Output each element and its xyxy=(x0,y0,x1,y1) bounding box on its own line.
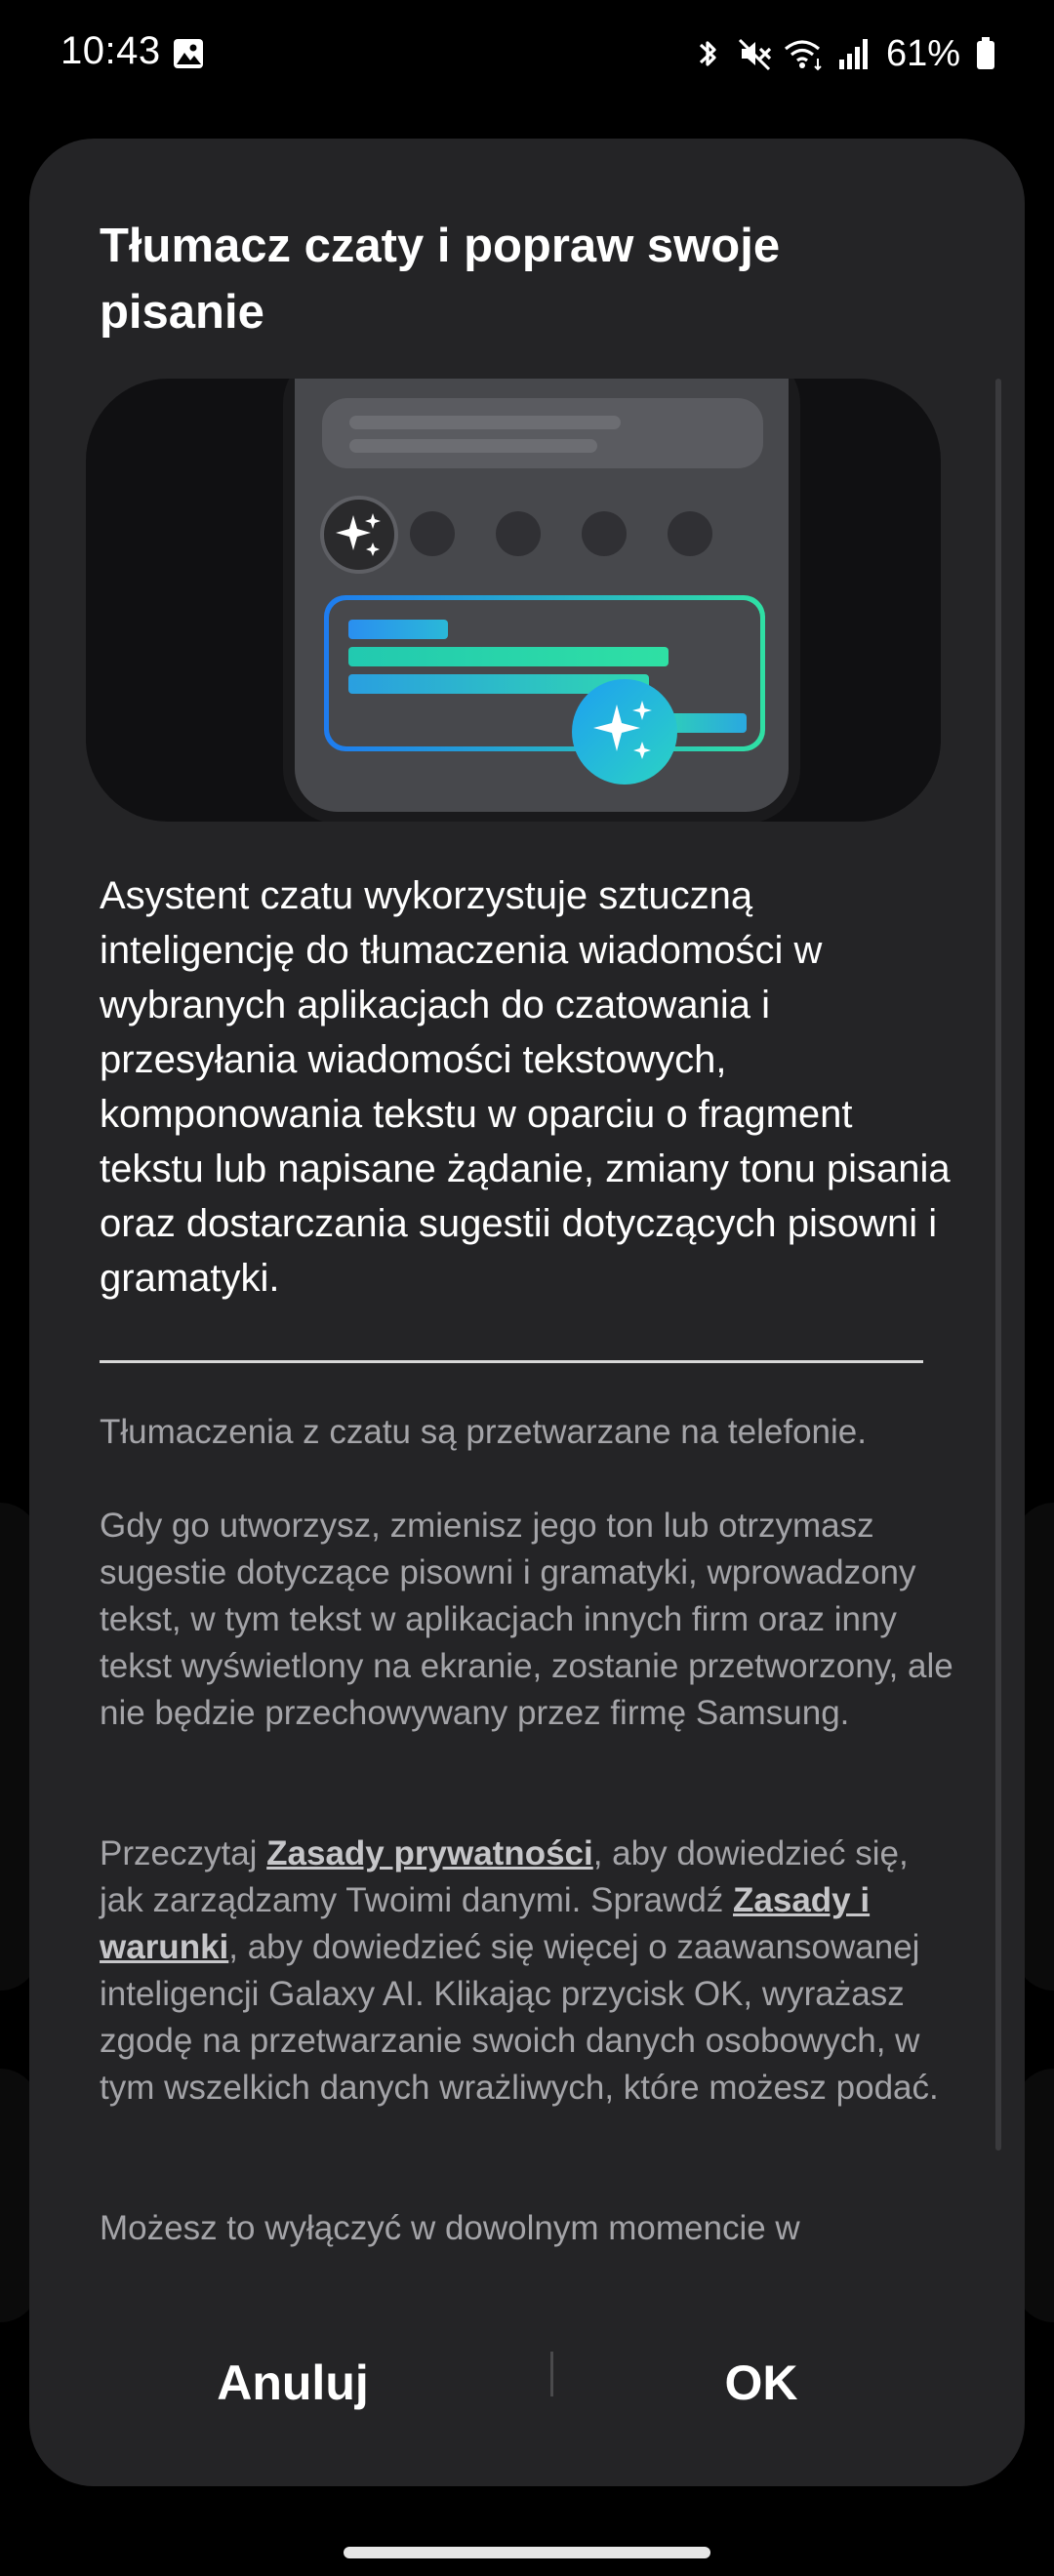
status-icons xyxy=(689,29,995,78)
ai-sparkle-icon xyxy=(320,496,398,574)
privacy-note xyxy=(100,1831,958,2112)
on-device-note: Tłumaczenia z czatu są przetwarzane na telefonie. xyxy=(100,1413,867,1451)
toolbar-dot xyxy=(582,511,627,556)
status-bar xyxy=(0,0,1054,113)
button-divider xyxy=(550,2352,553,2396)
home-indicator[interactable] xyxy=(344,2547,710,2558)
dialog-title: Tłumacz czaty i popraw swoje pisanie xyxy=(100,220,781,339)
status-time: 10:43 xyxy=(61,29,161,72)
cancel-button[interactable]: Anuluj xyxy=(217,2355,369,2410)
galaxy-ai-sparkle-icon xyxy=(572,679,677,785)
toolbar-dot xyxy=(410,511,455,556)
suggestion-line xyxy=(348,647,669,666)
mute-icon xyxy=(736,34,773,73)
battery-percent: 61% xyxy=(885,32,960,74)
toolbar-dot xyxy=(496,511,541,556)
divider xyxy=(100,1360,923,1363)
privacy-policy-link[interactable]: Zasady prywatności xyxy=(266,1834,593,1872)
toolbar-dot xyxy=(668,511,712,556)
disable-note: Możesz to wyłączyć w dowolnym momencie w xyxy=(100,2209,800,2247)
feature-description: Asystent czatu wykorzystuje sztuczną inteligencję do tłumaczenia wiadomości w wybranych aplikacjach do czatowania i przesyłania wiadomości tekstowych, komponowania tekstu w oparciu o fragment tekstu lub napisane żądanie, zmiany tonu pisania oraz dostarczania sugestii dotyczących pisowni i gramatyki. xyxy=(100,874,951,1300)
wifi-icon xyxy=(783,34,826,73)
processing-note: Gdy go utworzysz, zmienisz jego ton lub otrzymasz sugestie dotyczące pisowni i gramatyki, wprowadzony tekst, w tym tekst w aplikacjach innych firm oraz inny tekst wyświetlony na ekranie, zostanie przetworzony, ale nie będzie przechowywany przez firmę Samsung. xyxy=(100,1507,953,1732)
gallery-icon xyxy=(172,37,205,70)
phone-illustration xyxy=(283,379,800,822)
battery-icon xyxy=(976,37,995,70)
ai-suggestion-box xyxy=(324,595,765,751)
privacy-note-prefix: Przeczytaj xyxy=(100,1834,267,1872)
privacy-note-middle: , aby dowiedzieć się, jak zarządzamy Twoimi danymi. Sprawdź xyxy=(100,1834,909,1919)
scrollbar[interactable] xyxy=(995,379,1001,2151)
bluetooth-icon xyxy=(689,34,726,73)
privacy-note-suffix: , aby dowiedzieć się więcej o zaawansowanej inteligencji Galaxy AI. Klikając przycisk OK, wyrażasz zgodę na przetwarzanie swoich danych osobowych, w tym wszelkich danych wrażliwych, które możesz podać. xyxy=(100,1928,939,2107)
signal-icon xyxy=(835,34,872,73)
suggestion-line xyxy=(348,620,448,639)
message-line xyxy=(349,416,621,429)
consent-dialog xyxy=(29,139,1025,2486)
chat-assist-illustration xyxy=(86,379,941,822)
message-bubble xyxy=(322,398,763,468)
ok-button[interactable]: OK xyxy=(724,2355,798,2410)
phone-screen xyxy=(295,379,789,812)
terms-link[interactable]: Zasady i warunki xyxy=(100,1881,871,1966)
message-line xyxy=(349,439,597,453)
